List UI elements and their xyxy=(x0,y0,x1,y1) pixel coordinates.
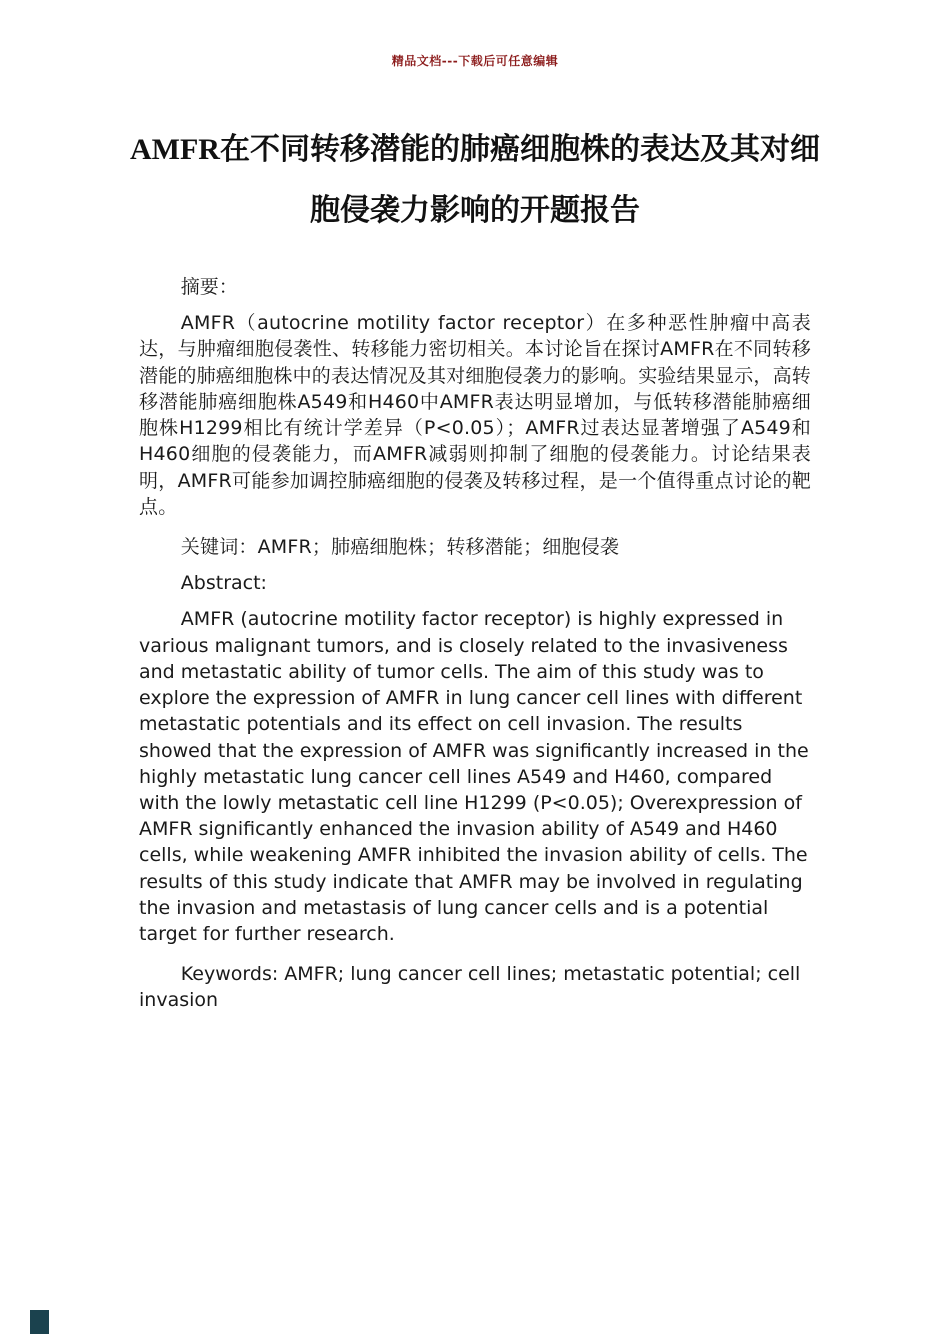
abstract-en-paragraph: AMFR (autocrine motility factor receptor) is highly expressed in various malignant tumors, and is closely related to the invasiveness and metastatic ability of tumor cells. The aim of this study was to explore the expression of AMFR in lung cancer cell lines with different metastatic potentials and its effect on cell invasion. The results showed that the expression of AMFR was significantly increased in the highly metastatic lung cancer cell lines A549 and H460, compared with the lowly metastatic cell line H1299 (P<0.05); Overexpression of AMFR significantly enhanced the invasion ability of A549 and H460 cells, while weakening AMFR inhibited the invasion ability of cells. The results of this study indicate that AMFR may be involved in regulating the invasion and metastasis of lung cancer cells and is a potential target for further research. xyxy=(139,608,809,946)
abstract-cn-label: 摘要： xyxy=(180,276,238,298)
abstract-en-label: Abstract: xyxy=(180,572,267,595)
page-corner-mark xyxy=(30,1310,49,1334)
keywords-en: Keywords: AMFR; lung cancer cell lines; metastatic potential; cell invasion xyxy=(139,963,801,1012)
page-title-line-1: AMFR在不同转移潜能的肺癌细胞株的表达及其对细 xyxy=(130,133,820,166)
header-notice: 精品文档---下载后可任意编辑 xyxy=(391,54,559,68)
document-body xyxy=(139,274,811,1014)
page-title-line-2: 胞侵袭力影响的开题报告 xyxy=(310,193,640,227)
page-title xyxy=(125,133,825,228)
keywords-cn: 关键词：AMFR；肺癌细胞株；转移潜能；细胞侵袭 xyxy=(180,535,620,558)
abstract-cn-paragraph: AMFR（autocrine motility factor receptor）在多种恶性肿瘤中高表达，与肿瘤细胞侵袭性、转移能力密切相关。本讨论旨在探讨AMFR在不同转移潜能的肺癌细胞株中的表达情况及其对细胞侵袭力的影响。实验结果显示，高转移潜能肺癌细胞株A549和H460中AMFR表达明显增加，与低转移潜能肺癌细胞株H1299相比有统计学差异（P<0.05）；AMFR过表达显著增强了A549和H460细胞的侵袭能力，而AMFR减弱则抑制了细胞的侵袭能力。讨论结果表明，AMFR可能参加调控肺癌细胞的侵袭及转移过程，是一个值得重点讨论的靶点。 xyxy=(139,312,812,518)
